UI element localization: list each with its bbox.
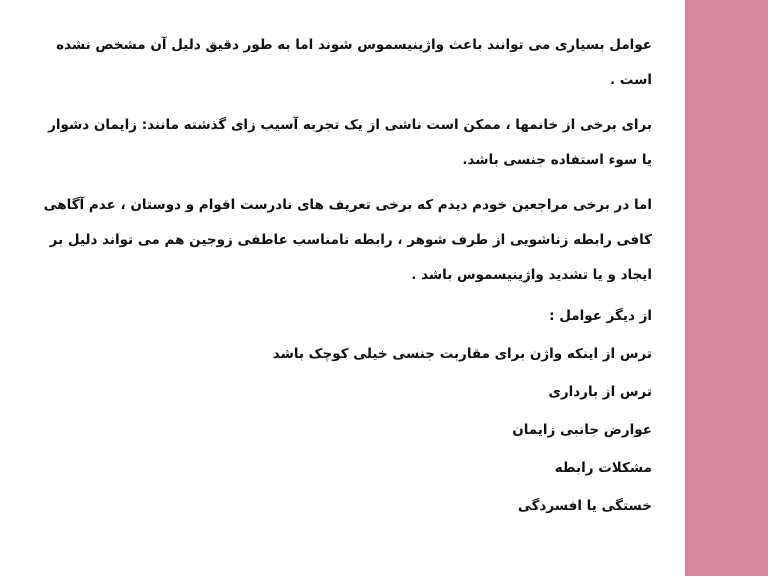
factor-item: ترس از بارداری [548, 384, 652, 400]
decorative-side-band [685, 0, 768, 576]
slide-body [40, 28, 652, 525]
paragraph-trauma: برای برخی از خانمها ، ممکن است ناشی از یک تجربه آسیب زای گذشته مانند: زایمان دشوار یا سوء استفاده جنسی باشد. [48, 117, 652, 168]
factor-item: ترس از اینکه واژن برای مقاربت جنسی خیلی کوچک باشد [272, 346, 652, 362]
factor-item: مشکلات رابطه [554, 460, 652, 476]
paragraph-intro: عوامل بسیاری می توانند باعث واژینیسموس شوند اما به طور دقیق دلیل آن مشخص نشده است . [56, 37, 652, 88]
factor-item: خستگی یا افسردگی [517, 498, 652, 514]
factors-heading: از دیگر عوامل : [549, 308, 652, 324]
paragraph-clients: اما در برخی مراجعین خودم دیدم که برخی تعریف های نادرست اقوام و دوستان ، عدم آگاهی کافی رابطه زناشویی از طرف شوهر ، رابطه نامناسب عاطفی زوجین هم می تواند دلیل بر ایجاد و یا تشدید واژینیسموس باشد . [43, 197, 652, 283]
factor-item: عوارض جانبی زایمان [512, 422, 652, 438]
